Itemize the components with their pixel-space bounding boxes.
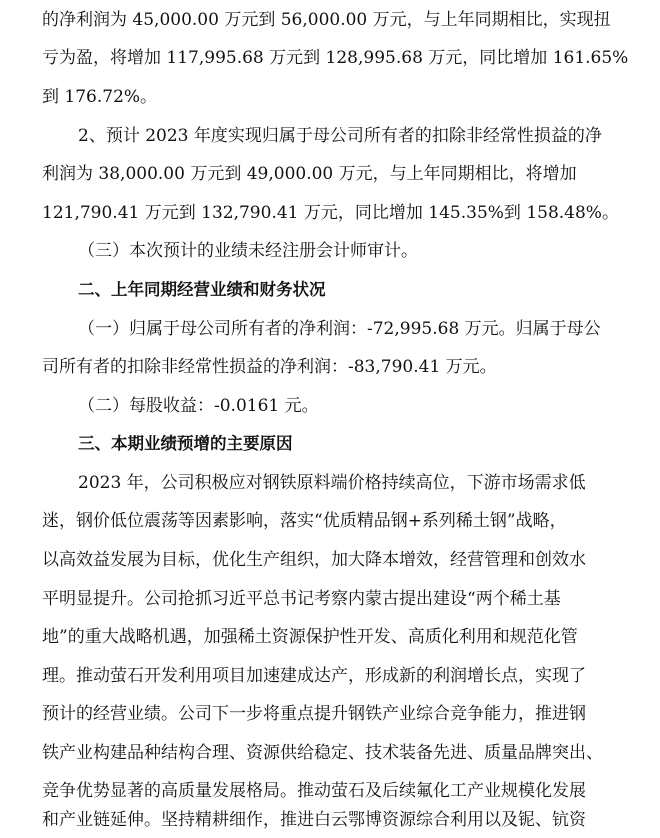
text-line: 2023 年，公司积极应对钢铁原料端价格持续高位，下游市场需求低 [78, 473, 586, 493]
text-line: 理。推动萤石开发利用项目加速建成达产，形成新的利润增长点，实现了 [42, 666, 586, 686]
text-line: 以高效益发展为目标，优化生产组织，加大降本增效，经营管理和创效水 [42, 550, 586, 570]
text-line: 预计的经营业绩。公司下一步将重点提升钢铁产业综合竞争能力，推进钢 [42, 704, 586, 724]
text-line: （三）本次预计的业绩未经注册会计师审计。 [78, 241, 418, 261]
text-line: 亏为盈，将增加 117,995.68 万元到 128,995.68 万元，同比增加 161.65% [42, 48, 629, 68]
text-line: 竞争优势显著的高质量发展格局。推动萤石及后续氟化工产业规模化发展 [42, 781, 586, 801]
text-line: 地”的重大战略机遇，加强稀土资源保护性开发、高质化利用和规范化管 [42, 627, 578, 647]
text-line: 的净利润为 45,000.00 万元到 56,000.00 万元，与上年同期相比，实现扭 [42, 10, 611, 30]
text-line: 到 176.72%。 [42, 87, 158, 107]
section-heading: 三、本期业绩预增的主要原因 [78, 434, 293, 453]
text-line: 和产业链延伸。坚持精耕细作，推进白云鄂博资源综合利用以及铌、钪资 [42, 810, 586, 830]
section-heading: 二、上年同期经营业绩和财务状况 [78, 280, 326, 299]
text-line: 平明显提升。公司抢抓习近平总书记考察内蒙古提出建设“两个稀土基 [42, 589, 561, 609]
text-line: 铁产业构建品种结构合理、资源供给稳定、技术装备先进、质量品牌突出、 [42, 743, 603, 763]
text-line: 迷，钢价低位震荡等因素影响，落实“优质精品钢+系列稀土钢”战略， [42, 511, 567, 531]
text-line: （二）每股收益：-0.0161 元。 [78, 396, 319, 416]
text-line: 利润为 38,000.00 万元到 49,000.00 万元，与上年同期相比，将增加 [42, 164, 577, 184]
text-line: 2、预计 2023 年度实现归属于母公司所有者的扣除非经常性损益的净 [78, 126, 602, 146]
text-line: 121,790.41 万元到 132,790.41 万元，同比增加 145.35%到 158.48%。 [42, 203, 619, 223]
text-line: （一）归属于母公司所有者的净利润：-72,995.68 万元。归属于母公 [78, 319, 601, 339]
text-line: 司所有者的扣除非经常性损益的净利润：-83,790.41 万元。 [42, 357, 497, 377]
